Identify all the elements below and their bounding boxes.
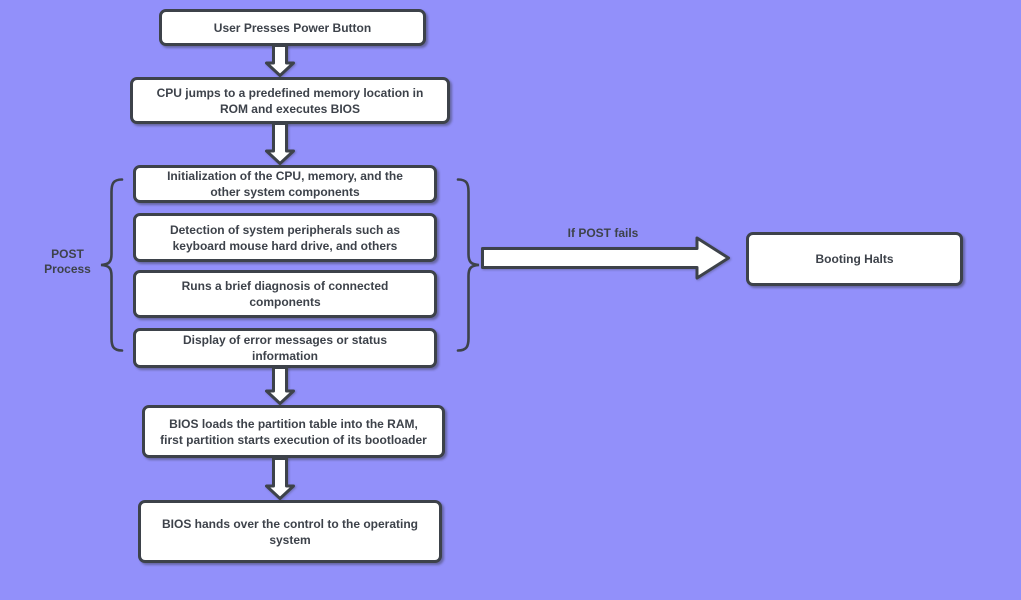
down-arrow-bios-load-to-handoff-icon [265, 457, 295, 500]
node-text-line: Initialization of the CPU, memory, and the [167, 169, 403, 183]
node-text-line: CPU jumps to a predefined memory location in [156, 85, 424, 100]
node-booting-halts [746, 232, 963, 286]
node-text-line: system [269, 532, 311, 547]
down-arrow-power-to-cpu-icon [265, 44, 295, 77]
post-process-label [30, 247, 105, 277]
if-post-fails-label: If POST fails [567, 226, 639, 240]
node-user-presses-power-button [159, 9, 426, 46]
node-post-error-display [133, 328, 437, 368]
node-text-line: Booting Halts [815, 252, 894, 266]
post-process-label-line: Process [44, 262, 91, 276]
node-text-line: keyboard mouse hard drive, and others [172, 238, 398, 253]
node-text-line: components [249, 295, 321, 309]
node-cpu-jumps-to-rom [130, 77, 450, 124]
node-post-peripheral-detection [133, 213, 437, 262]
node-bios-loads-partition-table [142, 405, 445, 458]
node-post-initialization [133, 165, 437, 203]
node-post-diagnosis [133, 270, 437, 318]
post-group-brace-right-icon [455, 177, 482, 353]
post-process-label-line: POST [51, 247, 84, 261]
node-text-line: information [252, 349, 318, 363]
node-text-line: first partition starts execution of its bootloader [160, 432, 427, 447]
down-arrow-post-to-bios-load-icon [265, 366, 295, 405]
node-text-line: Detection of system peripherals such as [169, 222, 401, 237]
node-text-line: BIOS loads the partition table into the RAM, [169, 416, 418, 431]
node-bios-hands-over-control [138, 500, 442, 563]
node-text-line: Display of error messages or status [182, 333, 388, 347]
right-arrow-if-post-fails-icon [481, 236, 731, 280]
node-text-line: other system components [210, 185, 360, 199]
node-text-line: User Presses Power Button [213, 20, 372, 35]
node-text-line: BIOS hands over the control to the operating [161, 516, 419, 531]
down-arrow-cpu-to-post-icon [265, 122, 295, 165]
node-text-line: Runs a brief diagnosis of connected [181, 279, 389, 293]
node-text-line: ROM and executes BIOS [219, 101, 361, 116]
